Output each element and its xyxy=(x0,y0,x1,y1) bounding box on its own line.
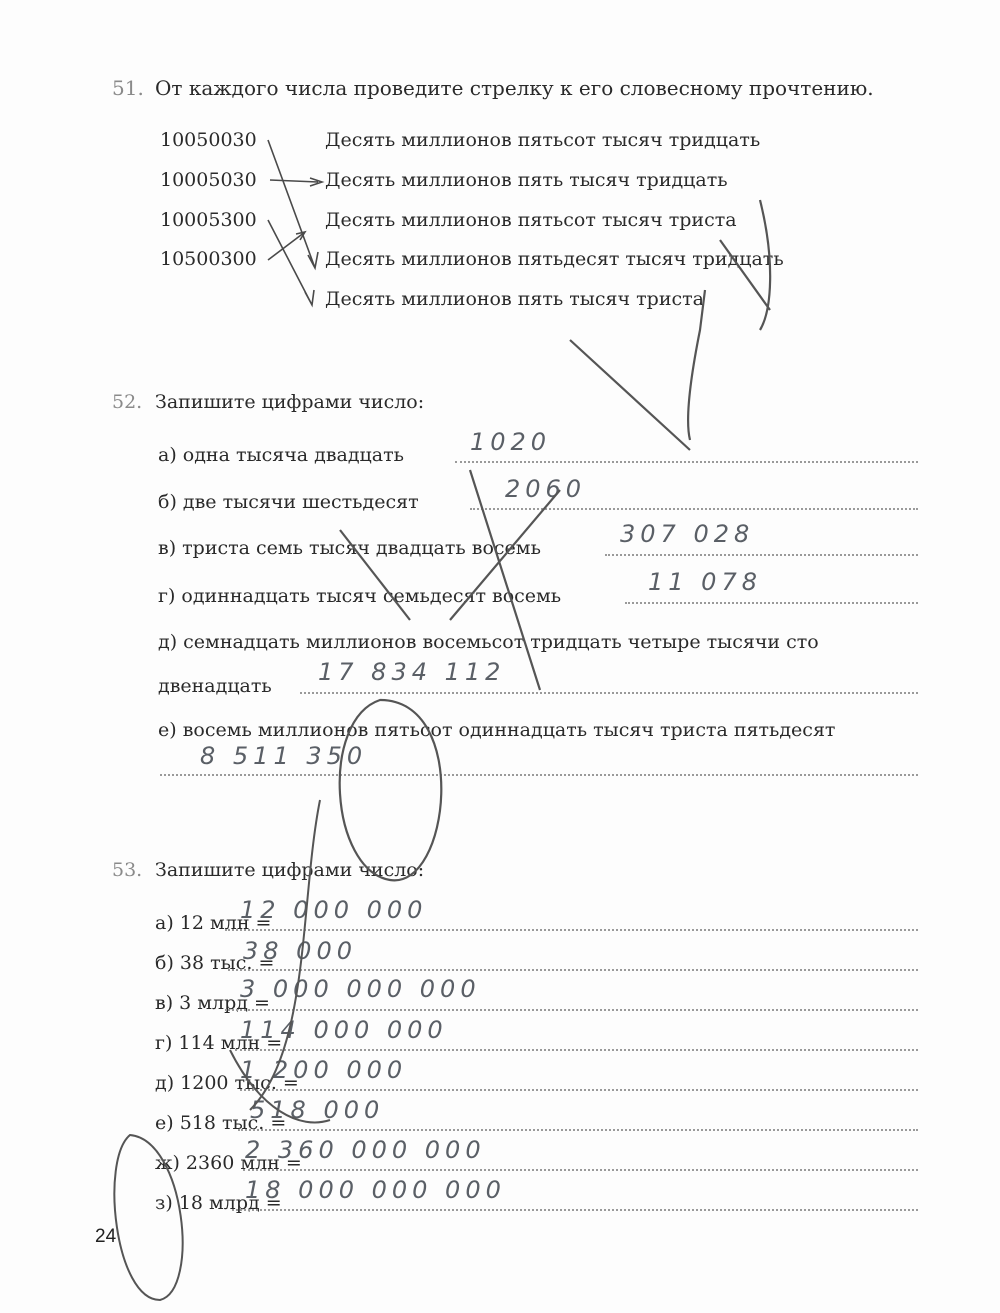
handwritten-answer: 1020 xyxy=(470,428,552,456)
item-label: б) две тысячи шестьдесят xyxy=(158,491,419,513)
phrase-item: Десять миллионов пять тысяч тридцать xyxy=(325,169,728,191)
handwritten-answer: 38 000 xyxy=(243,937,357,965)
arrow-line xyxy=(270,178,322,186)
item-label: б) 38 тыс. = xyxy=(155,952,275,974)
answer-line xyxy=(228,969,918,971)
answer-line xyxy=(625,602,918,604)
number-item: 10005300 xyxy=(160,209,257,231)
exercise-title: Запишите цифрами число: xyxy=(155,859,425,881)
answer-line xyxy=(238,1129,918,1131)
answer-line xyxy=(240,1089,918,1091)
item-label: ж) 2360 млн = xyxy=(155,1152,302,1174)
answer-line xyxy=(160,774,918,776)
answer-line xyxy=(232,1209,918,1211)
phrase-item: Десять миллионов пять тысяч триста xyxy=(325,288,704,310)
handwritten-answer: 114 000 000 xyxy=(240,1016,448,1044)
phrase-item: Десять миллионов пятьдесят тысяч тридцать xyxy=(325,248,784,270)
handwritten-answer: 12 000 000 xyxy=(240,896,428,924)
item-label: в) 3 млрд = xyxy=(155,992,270,1014)
handwritten-answer: 3 000 000 000 xyxy=(240,975,481,1003)
arrow-line xyxy=(268,232,305,260)
answer-line xyxy=(225,1009,918,1011)
item-label: е) восемь миллионов пятьсот одиннадцать тысяч триста пятьдесят xyxy=(158,719,836,741)
answer-line xyxy=(225,929,918,931)
handwritten-answer: 307 028 xyxy=(620,520,755,548)
phrase-item: Десять миллионов пятьсот тысяч тридцать xyxy=(325,129,761,151)
exercise-number: 51. xyxy=(112,76,144,100)
scribble-stroke xyxy=(570,200,770,450)
handwritten-answer: 2 360 000 000 xyxy=(245,1136,486,1164)
arrow-line xyxy=(268,220,314,305)
answer-line xyxy=(455,461,918,463)
item-label: г) одиннадцать тысяч семьдесят восемь xyxy=(158,585,562,607)
page-number: 24 xyxy=(95,1226,117,1247)
answer-line xyxy=(300,692,918,694)
exercise-title: Запишите цифрами число: xyxy=(155,391,425,413)
number-item: 10050030 xyxy=(160,129,257,151)
number-item: 10005030 xyxy=(160,169,257,191)
item-label: з) 18 млрд = xyxy=(155,1192,282,1214)
number-item: 10500300 xyxy=(160,248,257,270)
phrase-item: Десять миллионов пятьсот тысяч триста xyxy=(325,209,737,231)
item-label: е) 518 тыс. = xyxy=(155,1112,287,1134)
handwritten-answer: 11 078 xyxy=(648,568,762,596)
handwritten-answer: 8 511 350 xyxy=(200,742,368,770)
answer-line xyxy=(243,1169,918,1171)
item-label-continued: двенадцать xyxy=(158,675,272,697)
handwritten-answer: 17 834 112 xyxy=(318,658,506,686)
answer-line xyxy=(470,508,918,510)
item-label: г) 114 млн = xyxy=(155,1032,283,1054)
exercise-number: 53. xyxy=(112,859,143,881)
exercise-title: От каждого числа проведите стрелку к его словесному прочтению. xyxy=(155,76,874,100)
item-label: а) 12 млн = xyxy=(155,912,272,934)
answer-line xyxy=(235,1049,918,1051)
item-label: в) триста семь тысяч двадцать восемь xyxy=(158,537,541,559)
item-label: д) семнадцать миллионов восемьсот тридцать четыре тысячи сто xyxy=(158,631,819,653)
handwritten-answer: 1 200 000 xyxy=(240,1056,408,1084)
item-label: а) одна тысяча двадцать xyxy=(158,444,404,466)
answer-line xyxy=(605,554,918,556)
arrow-line xyxy=(268,140,318,268)
handwritten-answer: 18 000 000 000 xyxy=(245,1176,506,1204)
exercise-number: 52. xyxy=(112,391,143,413)
handwritten-answer: 518 000 xyxy=(250,1096,385,1124)
handwritten-answer: 2060 xyxy=(505,475,587,503)
item-label: д) 1200 тыс. = xyxy=(155,1072,299,1094)
